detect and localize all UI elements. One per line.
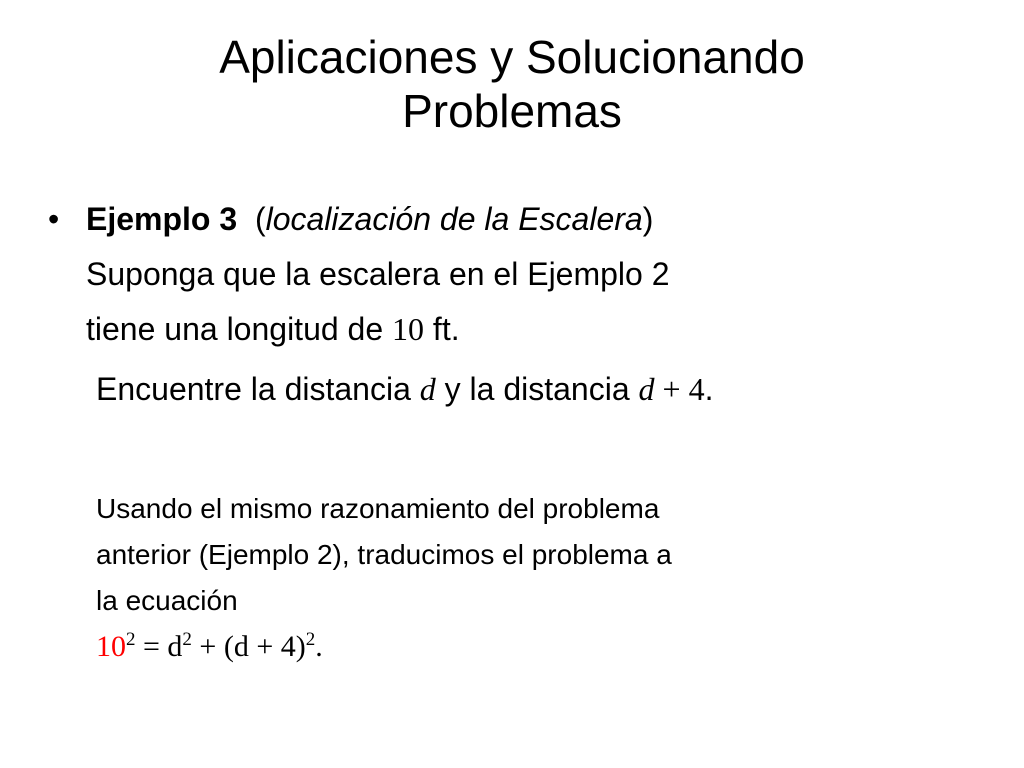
equation-exponent-1: 2	[126, 629, 136, 650]
equation-end: .	[315, 630, 323, 663]
example-topic: localización de la Escalera	[265, 201, 643, 237]
length-unit: ft.	[424, 311, 460, 347]
reasoning-line-2: anterior (Ejemplo 2), traducimos el problema a	[96, 539, 672, 570]
reasoning-paragraph	[96, 486, 976, 670]
paren-close: )	[642, 201, 654, 237]
equation-plus-part: + (d + 4)	[191, 630, 306, 663]
equation	[96, 624, 976, 670]
bullet-item	[48, 192, 988, 357]
four-value: 4	[688, 371, 705, 407]
length-value: 10	[392, 311, 425, 347]
find-instruction	[96, 362, 713, 417]
bullet-line-1	[86, 192, 988, 247]
plus-operator: +	[654, 371, 689, 407]
equation-exponent-3: 2	[305, 629, 316, 650]
example-label: Ejemplo 3	[86, 201, 238, 237]
equation-eq-part: = d	[135, 630, 183, 663]
paren-open: (	[254, 201, 266, 237]
bullet-line-2: Suponga que la escalera en el Ejemplo 2	[86, 256, 670, 292]
length-text: tiene una longitud de	[86, 311, 393, 347]
slide-title	[40, 30, 984, 138]
title-line-1: Aplicaciones y Solucionando	[219, 31, 805, 83]
var-d-2: d	[638, 371, 655, 407]
find-middle: y la distancia	[435, 371, 639, 407]
title-line-2: Problemas	[402, 85, 622, 137]
bullet-line-3	[86, 302, 988, 357]
reasoning-line-1: Usando el mismo razonamiento del problema	[96, 493, 660, 524]
bullet-text	[86, 192, 988, 357]
equation-exponent-2: 2	[182, 629, 192, 650]
bullet-marker: •	[48, 201, 60, 237]
find-end: .	[704, 371, 714, 407]
reasoning-line-3: la ecuación	[96, 585, 238, 616]
var-d-1: d	[419, 371, 436, 407]
equation-base: 10	[96, 630, 126, 663]
find-prefix: Encuentre la distancia	[96, 371, 420, 407]
